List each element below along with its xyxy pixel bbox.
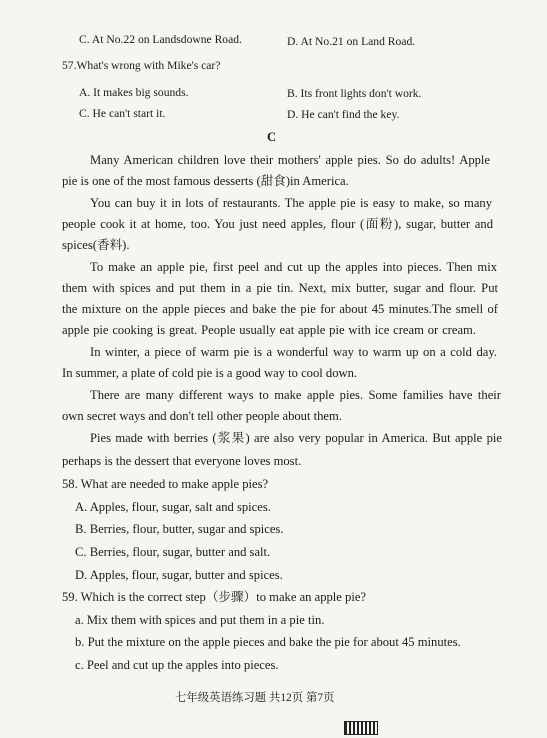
passage-line: Pies made with berries (浆果) are also very popular in America. But apple pie [90,431,502,445]
passage-line: perhaps is the dessert that everyone loves most. [62,454,302,468]
q58-option-b: B. Berries, flour, butter, sugar and spices. [75,522,284,536]
q56-option-c: C. At No.22 on Landsdowne Road. [79,33,242,46]
q57-option-d: D. He can't find the key. [287,108,400,121]
passage-line: them with spices and put them in a pie tin. Next, mix butter, sugar and flour. Put [62,281,498,295]
passage-line: spices(香料). [62,238,130,252]
passage-line: You can buy it in lots of restaurants. The apple pie is easy to make, so many [90,196,492,210]
q57-option-a: A. It makes big sounds. [79,86,189,99]
q58-question: 58. What are needed to make apple pies? [62,477,269,491]
passage-line: people cook it at home, too. You just need apples, flour (面粉), sugar, butter and [62,217,493,231]
passage-line: In summer, a plate of cold pie is a good way to cool down. [62,366,358,380]
passage-line: the mixture on the apple pieces and bake the pie for about 45 minutes.The smell of [62,302,498,316]
passage-line: In winter, a piece of warm pie is a wonderful way to warm up on a cold day. [90,345,497,359]
q57-question: 57.What's wrong with Mike's car? [62,59,221,72]
section-c-heading: C [267,130,277,144]
q58-option-c: C. Berries, flour, sugar, butter and salt. [75,545,271,559]
q59-step-b: b. Put the mixture on the apple pieces and bake the pie for about 45 minutes. [75,635,461,649]
q56-option-d: D. At No.21 on Land Road. [287,35,416,48]
passage-line: pie is one of the most famous desserts (甜食)in America. [62,174,349,188]
q57-option-c: C. He can't start it. [79,107,166,120]
q59-question: 59. Which is the correct step（步骤）to make an apple pie? [62,590,367,604]
passage-line: apple pie cooking is great. People usually eat apple pie with ice cream or cream. [62,323,476,337]
passage-line: To make an apple pie, first peel and cut up the apples into pieces. Then mix [90,260,497,274]
q57-option-b: B. Its front lights don't work. [287,87,422,100]
passage-line: There are many different ways to make apple pies. Some families have their [90,388,501,402]
passage-line: own secret ways and don't tell other people about them. [62,409,342,423]
q59-step-a: a. Mix them with spices and put them in a pie tin. [75,613,325,627]
passage-line: Many American children love their mothers' apple pies. So do adults! Apple [90,153,490,167]
q58-option-d: D. Apples, flour, sugar, butter and spices. [75,568,283,582]
q59-step-c: c. Peel and cut up the apples into pieces. [75,658,279,672]
page-footer: 七年级英语练习题 共12页 第7页 [175,692,335,704]
q58-option-a: A. Apples, flour, sugar, salt and spices. [75,500,271,514]
qr-code-icon [345,722,377,734]
